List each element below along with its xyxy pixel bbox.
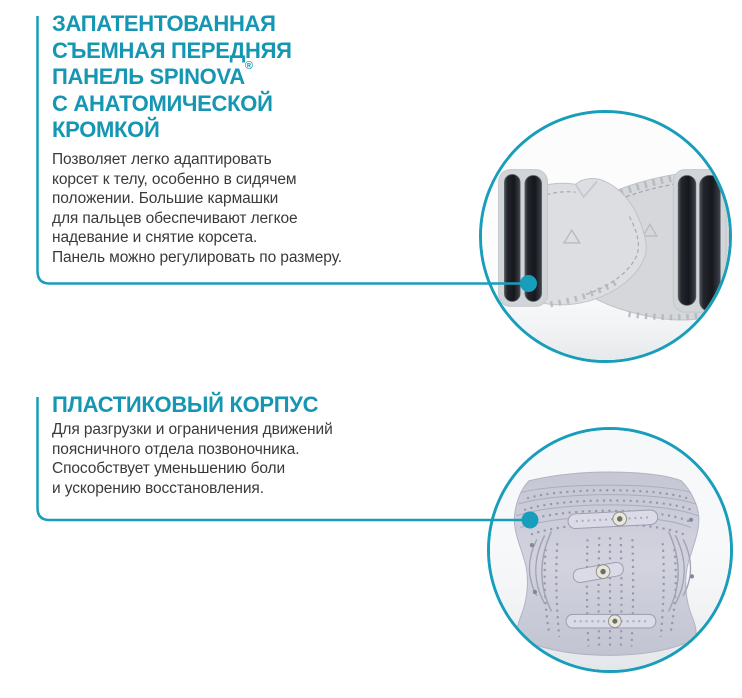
front-panel-photo [482, 113, 729, 360]
plastic-shell-description [52, 420, 333, 498]
front-panel-photo-circle [479, 110, 732, 363]
body-line: Для разгрузки и ограничения движений [52, 421, 333, 438]
title-line: СЪЕМНАЯ ПЕРЕДНЯЯ [52, 37, 292, 63]
title-line: ПАНЕЛЬ SPINOVA® [52, 59, 253, 89]
title-line: ЗАПАТЕНТОВАННАЯ [52, 11, 276, 36]
body-line: корсет к телу, особенно в сидячем [52, 170, 297, 188]
body-line: для пальцев обеспечивают легкое [52, 209, 298, 227]
body-line: положении. Большие кармашки [52, 190, 279, 208]
body-line: надевание и снятие корсета. [52, 229, 258, 247]
body-line: Панель можно регулировать по размеру. [52, 248, 342, 266]
title-line: С АНАТОМИЧЕСКОЙ [52, 90, 273, 116]
plastic-shell-photo [490, 430, 730, 670]
plastic-shell-title [52, 392, 318, 419]
plastic-shell-photo-circle [487, 427, 733, 673]
body-line: Позволяет легко адаптировать [52, 151, 272, 168]
front-panel-title [52, 11, 292, 144]
registered-trademark-symbol: ® [244, 59, 253, 72]
title-line: ПЛАСТИКОВЫЙ КОРПУС [52, 392, 319, 417]
front-panel-description [52, 150, 342, 268]
title-line: КРОМКОЙ [52, 117, 160, 142]
body-line: и ускорению восстановления. [52, 479, 264, 497]
body-line: поясничного отдела позвоночника. [52, 440, 300, 458]
body-line: Способствует уменьшению боли [52, 460, 286, 478]
